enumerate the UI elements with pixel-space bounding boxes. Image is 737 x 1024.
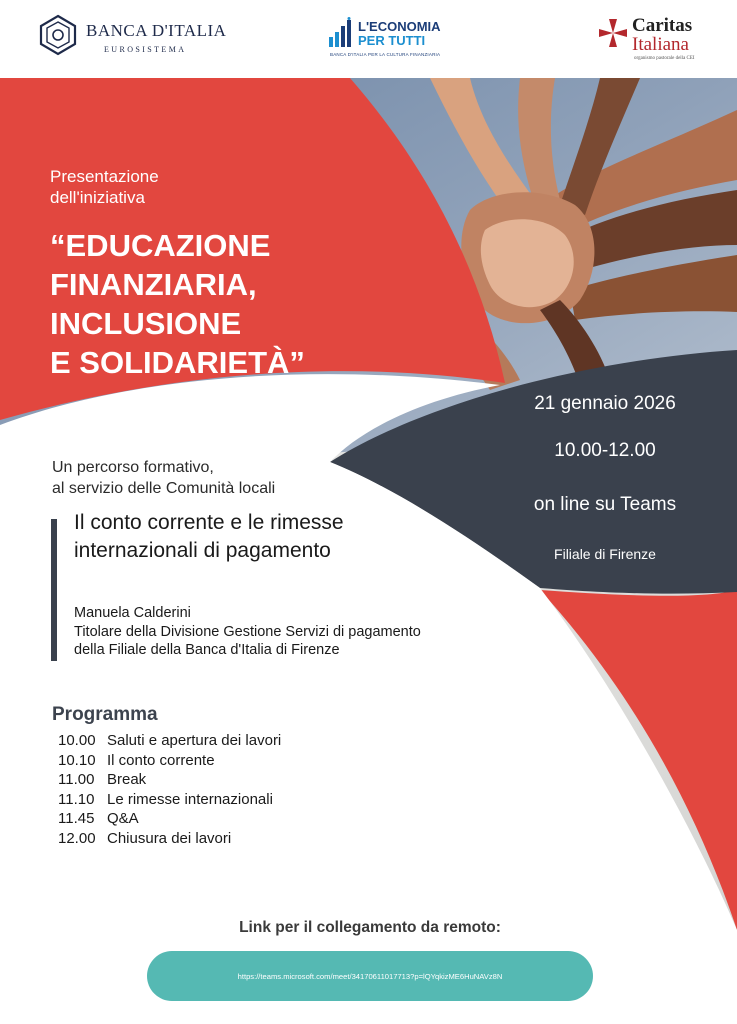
main-title-line: “EDUCAZIONE <box>50 228 271 263</box>
economia-per-tutti-logo <box>328 17 448 63</box>
ept-line2: PER TUTTI <box>358 33 426 48</box>
caritas-line2: Italiana <box>632 34 689 55</box>
ept-line3: BANCA D'ITALIA PER LA CULTURA FINANZIARIA <box>330 52 441 57</box>
caritas-line1: Caritas <box>632 15 693 36</box>
ept-line1: L'ECONOMIA <box>358 19 441 34</box>
teams-link-url[interactable]: https://teams.microsoft.com/meet/34170611017713?p=lQYqkizME6HuNAVz8N <box>237 971 503 981</box>
program-item <box>58 731 281 751</box>
eurosistema-label: EUROSISTEMA <box>104 45 187 54</box>
course-topic-line: internazionali di pagamento <box>74 539 331 562</box>
program-label: Saluti e apertura dei lavori <box>107 732 282 749</box>
course-topic-line: Il conto corrente e le rimesse <box>74 511 344 534</box>
course-subtitle-line: Un percorso formativo, <box>52 459 214 476</box>
program-item <box>58 751 281 771</box>
caritas-logo <box>596 16 706 66</box>
course-topic <box>74 509 454 565</box>
speaker-info <box>74 604 421 660</box>
program-time: 10.00 <box>58 732 96 749</box>
program-label: Q&A <box>107 810 139 827</box>
program-time: 11.00 <box>58 771 95 788</box>
program-time: 11.45 <box>58 810 95 827</box>
speaker-name: Manuela Calderini <box>74 605 191 621</box>
program-label: Le rimesse internazionali <box>107 790 273 808</box>
program-list <box>58 731 281 848</box>
program-label: Chiusura dei lavori <box>107 829 232 847</box>
header <box>0 0 737 78</box>
intro-text: Presentazione dell'iniziativa <box>50 167 159 207</box>
speaker-role: Titolare della Divisione Gestione Servizi di pagamento <box>74 623 421 640</box>
program-time: 10.10 <box>58 751 96 769</box>
course-subtitle-line: al servizio delle Comunità locali <box>52 480 276 497</box>
link-title: Link per il collegamento da remoto: <box>239 919 501 936</box>
bar-chart-icon <box>328 17 356 49</box>
speaker-branch: della Filiale della Banca d'Italia di Firenze <box>74 642 340 658</box>
main-title-line: E SOLIDARIETÀ” <box>50 345 305 380</box>
program-label: Il conto corrente <box>107 751 215 769</box>
accent-bar <box>51 519 57 661</box>
program-title: Programma <box>52 704 158 725</box>
caritas-line3: organismo pastorale della CEI <box>634 56 695 61</box>
course-subtitle <box>52 457 352 499</box>
program-item <box>58 829 281 849</box>
banca-italia-name: BANCA D'ITALIA <box>86 21 227 40</box>
caritas-cross-icon <box>596 16 630 50</box>
main-title-line: FINANZIARIA, <box>50 267 257 302</box>
program-item <box>58 790 281 810</box>
event-branch: Filiale di Firenze <box>554 546 656 562</box>
program-time: 11.10 <box>58 790 95 808</box>
event-date: 21 gennaio 2026 <box>534 393 676 414</box>
program-time: 12.00 <box>58 829 96 847</box>
banca-italia-logo <box>38 14 228 60</box>
teams-link-button[interactable] <box>147 951 593 1001</box>
event-platform: on line su Teams <box>533 494 677 515</box>
main-title-line: INCLUSIONE <box>50 306 242 341</box>
program-item <box>58 770 281 790</box>
main-title <box>50 226 370 382</box>
program-item <box>58 809 281 829</box>
bank-seal-icon <box>38 14 78 56</box>
program-label: Break <box>107 771 147 788</box>
event-time: 10.00-12.00 <box>554 440 656 461</box>
